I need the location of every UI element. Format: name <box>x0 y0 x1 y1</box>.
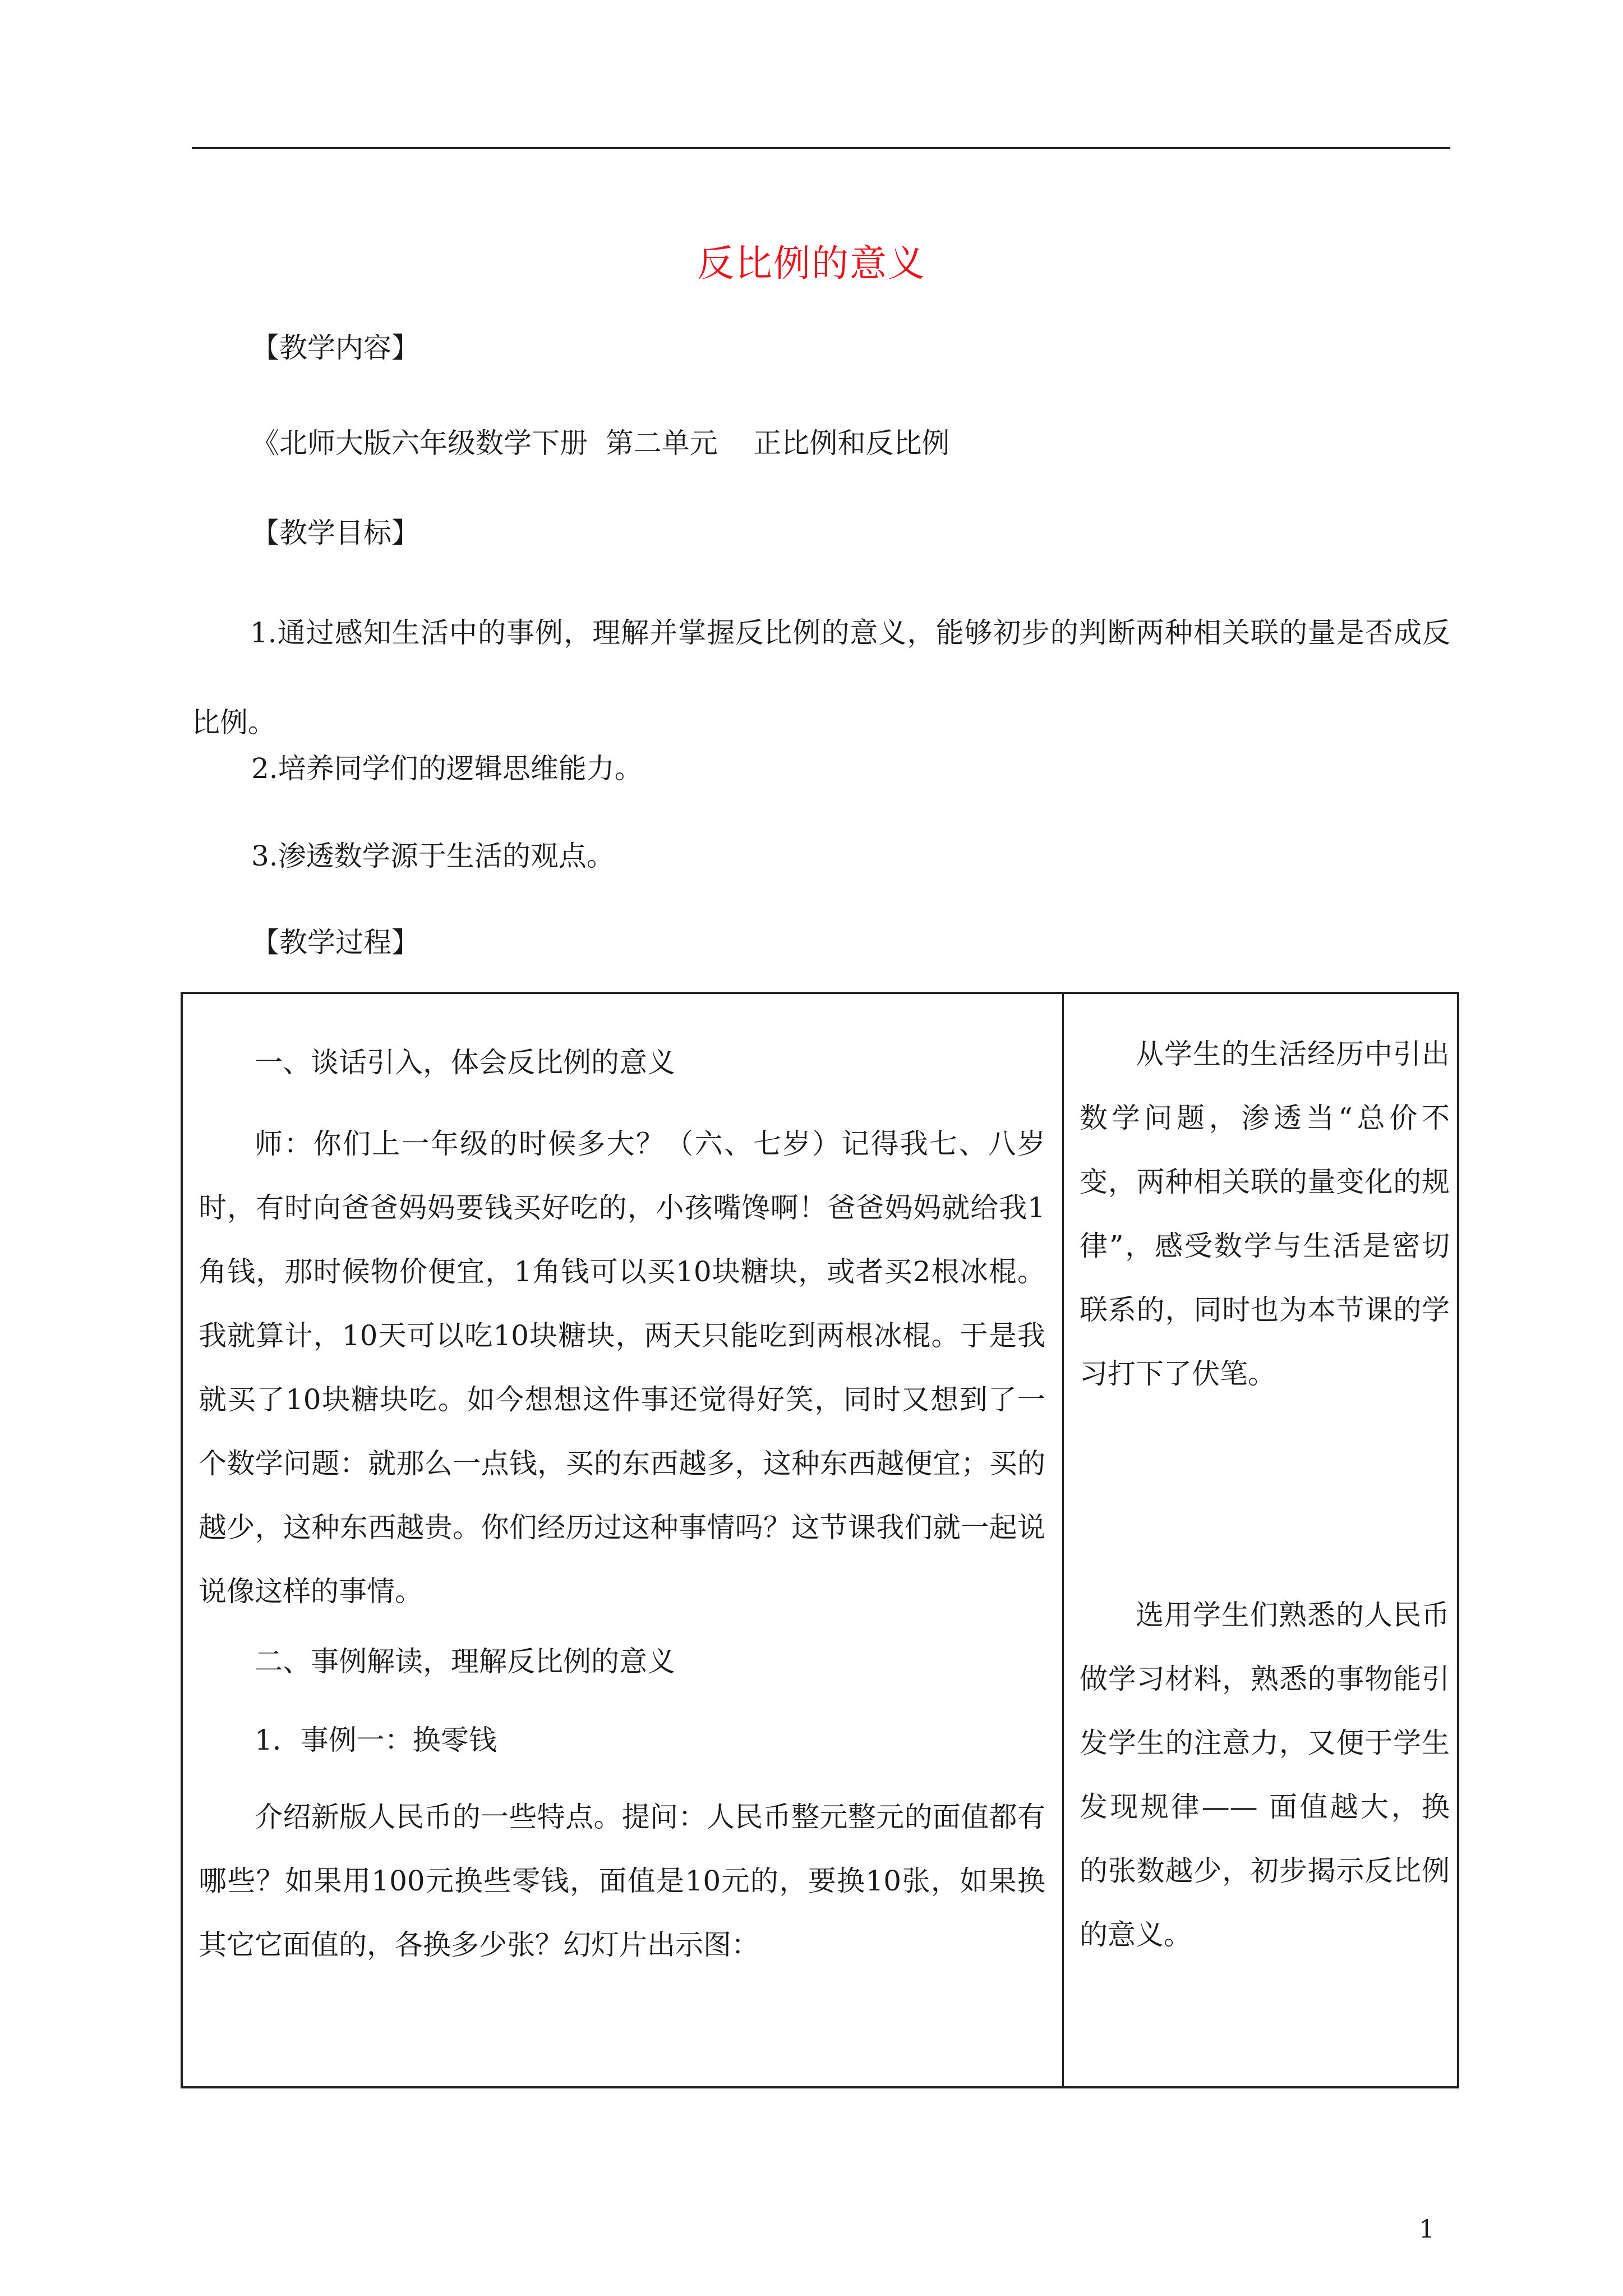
content-heading: 【教学内容】 <box>251 332 419 364</box>
objective-3: 3.渗透数学源于生活的观点。 <box>251 840 615 872</box>
section1-text: 师：你们上一年级的时候多大？（六、七岁）记得我七、八岁时，有时向爸爸妈妈要钱买好吃的，小孩嘴馋啊！爸爸妈妈就给我1角钱，那时候物价便宜，1角钱可以买10块糖块，或者买2根冰棍。我就算计，10天可以吃10块糖块，两天只能吃到两根冰棍。于是我就买了10块糖块吃。如今想想这件事还觉得好笑，同时又想到了一个数学问题：就那么一点钱，买的东西越多，这种东西越便宜；买的越少，这种东西越贵。你们经历过这种事情吗？这节课我们就一起说说像这样的事情。 <box>199 1128 1045 1608</box>
section2-heading: 二、事例解读，理解反比例的意义 <box>255 1645 675 1678</box>
note-1: 从学生的生活经历中引出数学问题，渗透当“总价不变，两种相关联的量变化的规律”，感受数学与生活是密切联系的，同时也为本节课的学习打下了伏笔。 <box>1080 1038 1450 1390</box>
section1-heading: 一、谈话引入，体会反比例的意义 <box>255 1046 675 1079</box>
objectives-heading: 【教学目标】 <box>251 517 419 549</box>
table-cell-process <box>183 994 1062 2086</box>
page-number: 1 <box>1419 2215 1435 2244</box>
process-heading: 【教学过程】 <box>251 926 419 959</box>
table-cell-notes <box>1064 994 1457 2086</box>
objective-2: 2.培养同学们的逻辑思维能力。 <box>251 752 643 785</box>
objective-1: 1.通过感知生活中的事例，理解并掌握反比例的意义，能够初步的判断两种相关联的量是否成反比例。 <box>192 616 1450 739</box>
page-title: 反比例的意义 <box>697 242 926 285</box>
content-text: 《北师大版六年级数学下册 第二单元 正比例和反比例 <box>251 427 950 459</box>
example1-heading: 1．事例一：换零钱 <box>255 1724 497 1756</box>
note-2: 选用学生们熟悉的人民币做学习材料，熟悉的事物能引发学生的注意力，又便于学生发现规律—— 面值越大，换的张数越少，初步揭示反比例的意义。 <box>1080 1599 1450 1951</box>
header-rule <box>192 147 1450 149</box>
example1-text: 介绍新版人民币的一些特点。提问：人民币整元整元的面值都有哪些？如果用100元换些零钱，面值是10元的，要换10张，如果换其它它面值的，各换多少张？幻灯片出示图： <box>199 1801 1045 1961</box>
process-table <box>181 992 1459 2088</box>
